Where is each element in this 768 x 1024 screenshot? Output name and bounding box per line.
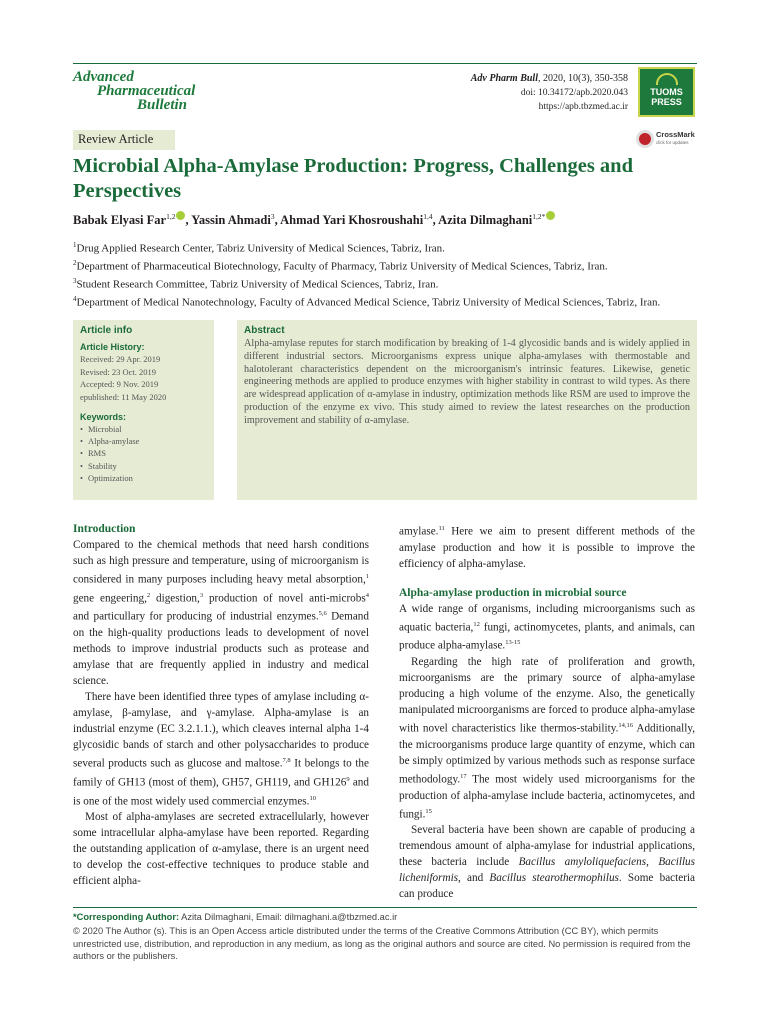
keyword-item: • Optimization [80,472,207,484]
introduction-heading: Introduction [73,523,136,535]
corresponding-details[interactable]: Azita Dilmaghani, Email: dilmaghani.a@tbzmed.ac.ir [179,912,398,922]
crossmark-sublabel: click for updates [656,140,689,145]
article-title: Microbial Alpha-Amylase Production: Progress, Challenges and Perspectives [73,155,633,202]
production-paragraph-3: Several bacteria have been shown are capable of producing a tremendous amount of alpha-amylase for industrial applications, these bacteria include Bacillus amyloliquefaciens, Bacillus licheniformis, and Bacillus stearothermophilus. Some bacteria can produce [399,824,696,901]
keyword-item: • Alpha-amylase [80,435,207,447]
citation-ref[interactable]: 3 [199,591,204,599]
intro-paragraph-2: There have been identified three types of amylase including α-amylase, β-amylase, and γ-amylase. Alpha-amylase is an industrial enzyme (EC 3.2.1.1.), which cleaves internal alpha 1-4 glycosidic bands of starch and other polysaccharides to produce several products such as glucose and maltose.$^{7,8}$ It belongs to the family of GH13 (most of them), GH57, GH119, and $GH126^9$ and is one of the most widely used commercial enzymes.$^{10}$ [73,691,369,808]
citation-ref[interactable]: 5,6 [318,610,327,618]
citation-details: , 2020, 10(3), 350-358 [538,73,628,84]
crossmark-label: CrossMark [656,130,695,139]
journal-short-name: Adv Pharm Bull [470,73,538,84]
body-column-right [399,521,695,902]
affiliation-list [73,238,697,310]
author-affiliation-ref: 1,4 [423,211,433,221]
history-heading: Article History: [80,342,145,352]
abstract-text: Alpha-amylase reputes for starch modification by breaking of 1-4 glycosidic bands and is widely applied in different industrial sectors. Microorganisms express unique alpha-amylases with thermostable and halotolerant characteristics dependent on the microorganism's intrinsic features. Likewise, genetic engineering methods are applied to produce enzymes with higher stability in contrast to wild types. As there are widespread application of α-amylase in industry, optimization methods like RSM are used to improve the production of the enzyme ex vivo. This study aimed to review the latest researches on the production improvement and stability of α-amylase. [244,338,690,426]
corresponding-author [73,911,697,923]
citation-ref[interactable]: 1 [365,573,369,580]
abstract-heading: Abstract [244,325,285,336]
article-info-box [73,320,214,500]
keyword-item: • Microbial [80,423,207,435]
citation-ref[interactable]: 7,8 [282,757,291,765]
journal-url-link[interactable]: https://apb.tbzmed.ac.ir [538,102,628,112]
author-affiliation-ref: 3 [270,211,275,221]
citation-ref[interactable]: 9 [346,775,350,783]
corresponding-label: *Corresponding Author: [73,912,180,922]
logo-line-3: Bulletin [137,97,188,113]
book-emblem-icon [656,73,678,85]
keywords-heading: Keywords: [80,412,127,422]
affiliation-item: $^1$Drug Applied Research Center, Tabriz University of Medical Sciences, Tabriz, Iran. [73,241,445,255]
accepted-date: Accepted: 9 Nov. 2019 [80,379,159,389]
intro-paragraph-continued: amylase.$^{11}$ Here we aim to present different methods of the amylase production and how it is possible to improve the efficiency of alpha-amylase. [399,525,695,570]
affiliation-item: $^4$Department of Medical Nanotechnology, Faculty of Advanced Medical Science, Tabriz University of Medical Sciences, Tabriz, Iran. [73,294,661,309]
orcid-icon[interactable] [546,211,555,220]
production-paragraph-1: A wide range of organisms, including microorganisms such as aquatic bacteria,$^{12}$ fungi, actinomycetes, plants, and animals, can produce alpha-amylase.$^{13-15}$ [399,602,695,653]
article-info-heading: Article info [80,325,133,336]
citation-ref[interactable]: 13-15 [505,639,521,647]
citation-ref[interactable]: 10 [309,794,316,802]
citation-ref[interactable]: 4 [365,591,369,599]
author-list: Babak Elyasi Far$^{1,2}$ , Yassin Ahmadi$^3$, Ahmad Yari Khosroushahi$^{1,4}$, Azita Dilmaghani$^{1,2*}$ [73,211,697,228]
crossmark-badge[interactable] [636,128,698,150]
citation-ref[interactable]: 11 [438,525,445,532]
citation-ref[interactable]: 15 [425,807,432,815]
keyword-item: • RMS [80,447,207,459]
species-name: Bacillus amyloliquefaciens [518,856,647,869]
header-rule [73,63,697,64]
crossmark-icon [636,130,654,148]
page-footer [73,911,697,964]
license-text: © 2020 The Author (s). This is an Open Access article distributed under the terms of the Creative Commons Attribution (CC BY), which permits unrestricted use, distribution, and reproduction in any medium, as long as the original authors and source are cited. No permission is required from the authors or the publishers. [73,926,691,961]
affiliation-item: $^2$Department of Pharmaceutical Biotechnology, Faculty of Pharmacy, Tabriz University of Medical Sciences, Tabriz, Iran. [73,258,608,273]
citation-ref[interactable]: 17 [460,772,467,780]
production-paragraph-2: Regarding the high rate of proliferation and growth, microorganisms are the primary source of alpha-amylase producing a high volume of the enzyme. Also, the genetically manipulated microorganisms are forced to produce alpha-amylase with novel characteristics like thermos-stability.$^{14,16}$ Additionally, the microorganisms produce large quantity of enzyme, which can be simply optimized by various methods such as response surface methodology.$^{17}$ The most widely used microorganisms for the production of alpha-amylase include bacteria, actinomycetes, and fungi.$^{15}$ [399,656,696,821]
publisher-line-1: TUOMS [650,87,683,97]
revised-date: Revised: 23 Oct. 2019 [80,366,157,377]
section-heading-production: Alpha-amylase production in microbial source [399,586,627,599]
author-name: Yassin Ahmadi [191,213,271,227]
citation-ref[interactable]: 12 [473,620,480,628]
citation-ref[interactable]: 14,16 [618,722,633,730]
footer-rule [73,907,697,908]
doi-link[interactable]: doi: 10.34172/apb.2020.043 [520,88,628,98]
author-affiliation-ref: 1,2* [532,211,546,221]
logo-line-1: Advanced [73,69,134,85]
species-name: Bacillus stearothermophilus [489,872,619,885]
author-name: Azita Dilmaghani [438,213,533,227]
intro-paragraph-1: Compared to the chemical methods that need harsh conditions such as high pressure and temperature, using of microorganism is considered in many purposes including heavy metal absorption,$^1$ gene engeering,$^2$ digestion,$^3$ production of novel anti-microbs$^4$ and particullary for producing of industrial enzymes.$^{5,6}$ Demand on the high-quality productions leads to development of novel methods to improve industrial products such as protease and amylase that are frequently applied in industry and medical science. [73,539,369,688]
received-date: Received: 29 Apr. 2019 [80,354,161,364]
affiliation-item: $^3$Student Research Committee, Tabriz University of Medical Sciences, Tabriz, Iran. [73,276,439,291]
author-affiliation-ref: 1,2 [166,211,176,221]
tuoms-press-logo[interactable] [638,67,695,117]
orcid-icon[interactable] [176,211,185,220]
article-type-label: Review Article [73,130,175,150]
intro-paragraph-3: Most of alpha-amylases are secreted extracellularly, however some intracellular alpha-amylase have been reported. Regarding the outstanding application of α-amylase, there is an urgent need to develop the cost-effective techniques to produce stable and efficient alpha- [73,811,369,888]
logo-line-2: Pharmaceutical [97,83,196,99]
publisher-line-2: PRESS [651,97,682,107]
body-column-left [73,521,369,889]
keyword-list [80,423,207,484]
author-name: Ahmad Yari Khosroushahi [280,213,424,227]
citation-ref[interactable]: 2 [146,591,151,599]
abstract-box [237,320,697,500]
author-name: Babak Elyasi Far [73,213,167,227]
species-name: Bacillus licheniformis [399,856,695,885]
citation-block [471,72,628,114]
keyword-item: • Stability [80,460,207,472]
epublished-date: epublished: 11 May 2020 [80,391,167,402]
journal-logo[interactable] [73,70,223,116]
